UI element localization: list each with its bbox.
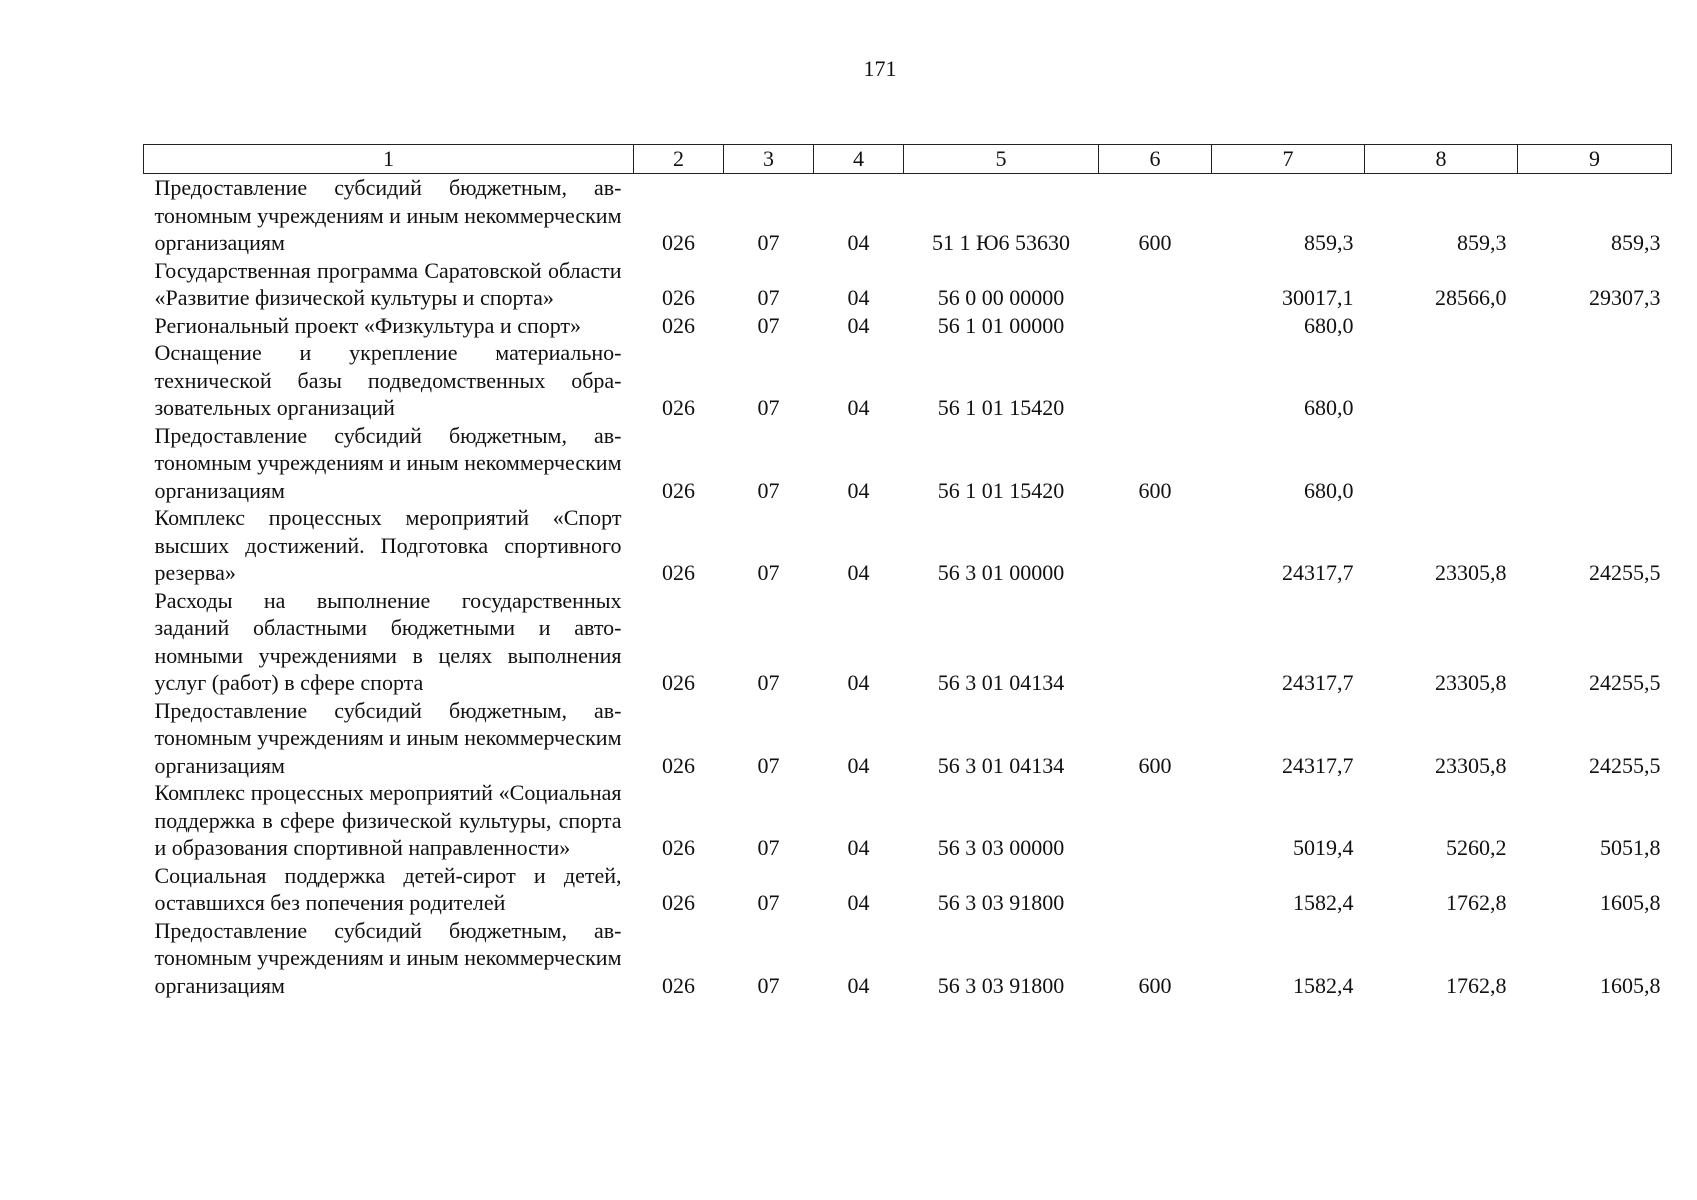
amount-year1-cell: 1582,4	[1293, 890, 1354, 915]
amount-year2-cell	[1365, 422, 1518, 505]
ministry-code-cell: 026	[662, 752, 695, 778]
subsection-code-cell: 04	[847, 395, 870, 420]
amount-year3-cell	[1518, 422, 1672, 505]
expense-type-cell	[1099, 312, 1212, 340]
table-row	[144, 504, 1672, 587]
expense-type-cell: 600	[1138, 230, 1172, 255]
ministry-code-cell: 026	[662, 835, 695, 860]
amount-year1-cell: 24317,7	[1282, 670, 1354, 695]
amount-year3-cell	[1518, 312, 1672, 340]
section-code-cell: 07	[757, 835, 780, 860]
ministry-code-cell: 026	[662, 890, 695, 915]
item-name-cell: Предоставление субсидий бюджетным, автономным учреждениям и иным некоммерческим организациям	[154, 175, 622, 255]
header-cell-4: 4	[814, 145, 904, 174]
target-article-cell: 56 3 01 04134	[937, 752, 1065, 778]
section-code-cell: 07	[757, 312, 780, 338]
item-name-cell: Предоставление субсидий бюджетным, автономным учреждениям и иным некоммерческим организациям	[154, 422, 622, 503]
amount-year3-cell	[1518, 339, 1672, 422]
subsection-code-cell: 04	[847, 835, 870, 860]
table-row	[144, 422, 1672, 505]
target-article-cell: 56 3 03 00000	[937, 835, 1065, 860]
subsection-code-cell: 04	[847, 752, 870, 778]
item-name-cell: Государственная программа Саратовской области «Развитие физической культуры и спорта»	[154, 257, 622, 310]
expense-type-cell: 600	[1138, 477, 1172, 503]
ministry-code-cell: 026	[662, 972, 695, 998]
section-code-cell: 07	[757, 752, 780, 778]
subsection-code-cell: 04	[847, 477, 870, 503]
expense-type-cell	[1099, 779, 1212, 862]
amount-year3-cell: 1605,8	[1600, 972, 1661, 998]
expense-type-cell: 600	[1138, 972, 1172, 998]
table-row	[144, 917, 1672, 1000]
expense-type-cell	[1099, 257, 1212, 312]
table-row	[144, 257, 1672, 312]
amount-year1-cell: 680,0	[1304, 477, 1354, 503]
table-row	[144, 587, 1672, 697]
table-row	[144, 779, 1672, 862]
table-row	[144, 312, 1672, 340]
subsection-code-cell: 04	[847, 312, 870, 338]
expense-type-cell	[1099, 504, 1212, 587]
target-article-cell: 51 1 Ю6 53630	[931, 230, 1071, 255]
amount-year1-cell: 859,3	[1304, 230, 1354, 255]
item-name-cell: Расходы на выполнение государственных заданий областными бюджетными и автономными учреждениями в целях выполнения услуг (работ) в сфере спорта	[154, 587, 622, 695]
amount-year2-cell: 23305,8	[1435, 670, 1507, 695]
amount-year3-cell: 24255,5	[1589, 560, 1661, 585]
amount-year3-cell: 24255,5	[1589, 670, 1661, 695]
amount-year2-cell: 23305,8	[1435, 752, 1507, 778]
amount-year1-cell: 1582,4	[1293, 972, 1354, 998]
section-code-cell: 07	[757, 477, 780, 503]
amount-year2-cell: 28566,0	[1435, 285, 1507, 310]
table-row	[144, 697, 1672, 780]
amount-year3-cell: 1605,8	[1600, 890, 1661, 915]
section-code-cell: 07	[757, 285, 780, 310]
target-article-cell: 56 3 01 04134	[937, 670, 1065, 695]
target-article-cell: 56 3 01 00000	[937, 560, 1065, 585]
subsection-code-cell: 04	[847, 285, 870, 310]
header-cell-1: 1	[144, 145, 634, 174]
ministry-code-cell: 026	[662, 395, 695, 420]
amount-year2-cell: 1762,8	[1446, 890, 1507, 915]
table-row	[144, 339, 1672, 422]
subsection-code-cell: 04	[847, 972, 870, 998]
header-cell-9: 9	[1518, 145, 1672, 174]
table-body	[144, 174, 1672, 1000]
section-code-cell: 07	[757, 670, 780, 695]
page-number: 171	[863, 56, 897, 81]
item-name-cell: Предоставление субсидий бюджетным, автономным учреждениям и иным некоммерческим организациям	[154, 917, 622, 998]
expense-type-cell	[1099, 587, 1212, 697]
item-name-cell: Оснащение и укрепление материально-технической базы подведомственных образовательных организаций	[154, 340, 622, 420]
section-code-cell: 07	[757, 972, 780, 998]
amount-year1-cell: 30017,1	[1282, 285, 1354, 310]
item-name-cell: Социальная поддержка детей-сирот и детей, оставшихся без попечения родителей	[154, 862, 622, 915]
target-article-cell: 56 3 03 91800	[937, 972, 1065, 998]
amount-year2-cell: 859,3	[1457, 230, 1507, 255]
amount-year1-cell: 680,0	[1304, 395, 1354, 420]
amount-year1-cell: 5019,4	[1293, 835, 1354, 860]
ministry-code-cell: 026	[662, 285, 695, 310]
budget-table	[143, 144, 1672, 999]
amount-year3-cell: 859,3	[1611, 230, 1661, 255]
section-code-cell: 07	[757, 395, 780, 420]
expense-type-cell	[1099, 862, 1212, 917]
section-code-cell: 07	[757, 890, 780, 915]
amount-year2-cell: 5260,2	[1446, 835, 1507, 860]
header-cell-5: 5	[904, 145, 1099, 174]
amount-year2-cell	[1365, 312, 1518, 340]
header-cell-8: 8	[1365, 145, 1518, 174]
header-cell-7: 7	[1212, 145, 1365, 174]
header-row	[144, 145, 1672, 174]
subsection-code-cell: 04	[847, 230, 870, 255]
table-row	[144, 862, 1672, 917]
amount-year3-cell: 29307,3	[1589, 285, 1661, 310]
header-cell-3: 3	[724, 145, 814, 174]
header-cell-6: 6	[1099, 145, 1212, 174]
amount-year3-cell: 24255,5	[1589, 752, 1661, 778]
subsection-code-cell: 04	[847, 670, 870, 695]
item-name-cell: Региональный проект «Физкультура и спорт»	[154, 312, 582, 338]
ministry-code-cell: 026	[662, 312, 695, 338]
target-article-cell: 56 1 01 15420	[937, 395, 1065, 420]
ministry-code-cell: 026	[662, 477, 695, 503]
target-article-cell: 56 1 01 15420	[937, 477, 1065, 503]
ministry-code-cell: 026	[662, 230, 695, 255]
target-article-cell: 56 3 03 91800	[937, 890, 1065, 915]
amount-year2-cell: 1762,8	[1446, 972, 1507, 998]
section-code-cell: 07	[757, 230, 780, 255]
item-name-cell: Комплекс процессных мероприятий «Спорт высших достижений. Подготовка спортивного резерва»	[154, 505, 622, 585]
amount-year3-cell: 5051,8	[1600, 835, 1661, 860]
amount-year2-cell	[1365, 339, 1518, 422]
amount-year2-cell: 23305,8	[1435, 560, 1507, 585]
item-name-cell: Предоставление субсидий бюджетным, автономным учреждениям и иным некоммерческим организациям	[154, 697, 622, 778]
expense-type-cell	[1099, 339, 1212, 422]
subsection-code-cell: 04	[847, 560, 870, 585]
header-cell-2: 2	[634, 145, 724, 174]
amount-year1-cell: 680,0	[1304, 312, 1354, 338]
section-code-cell: 07	[757, 560, 780, 585]
expense-type-cell: 600	[1138, 752, 1172, 778]
ministry-code-cell: 026	[662, 560, 695, 585]
amount-year1-cell: 24317,7	[1282, 560, 1354, 585]
table-row	[144, 174, 1672, 257]
item-name-cell: Комплекс процессных мероприятий «Социальная поддержка в сфере физической культуры, спорта и образования спортивной направленности»	[154, 780, 622, 860]
subsection-code-cell: 04	[847, 890, 870, 915]
amount-year1-cell: 24317,7	[1282, 752, 1354, 778]
ministry-code-cell: 026	[662, 670, 695, 695]
target-article-cell: 56 0 00 00000	[937, 285, 1065, 310]
target-article-cell: 56 1 01 00000	[937, 312, 1065, 338]
